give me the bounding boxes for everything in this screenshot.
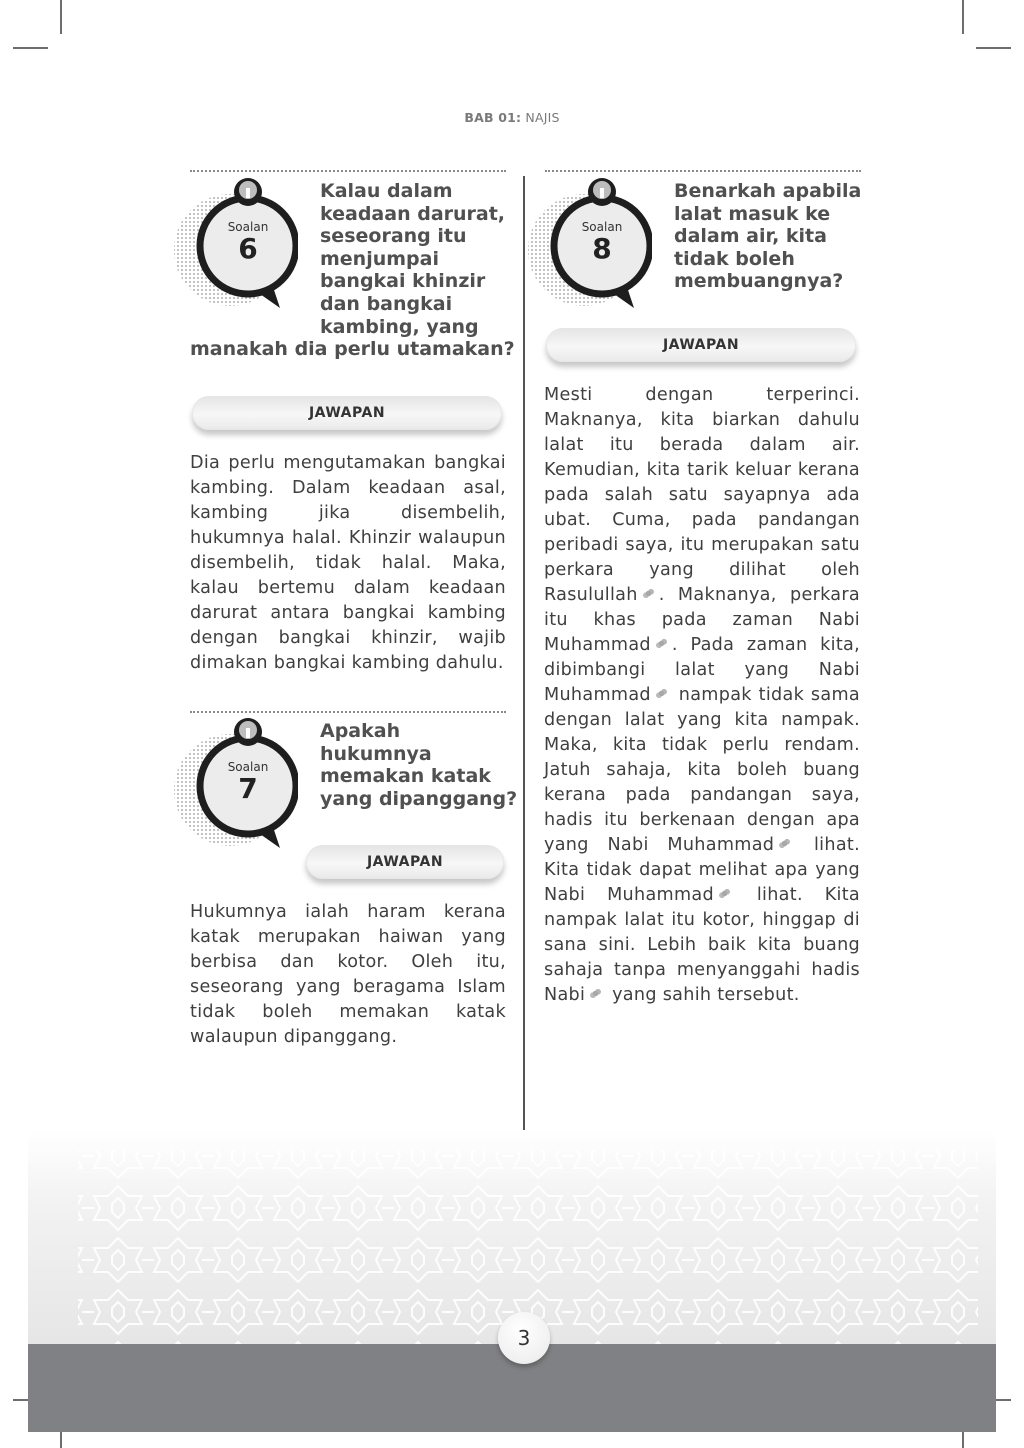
salawat-honorific-icon bbox=[653, 635, 670, 652]
geometric-pattern-icon bbox=[28, 1130, 996, 1344]
answer-header: JAWAPAN bbox=[192, 396, 502, 430]
salawat-honorific-icon bbox=[653, 685, 670, 702]
question-line: menjumpai bbox=[320, 247, 439, 270]
question-text bbox=[320, 180, 520, 338]
crop-mark bbox=[976, 47, 1011, 49]
answer-segment: lihat. Kita nampak lalat itu kotor, hinggap di sana sini. Lebih baik kita buang sahaja tanpa menyanggahi hadis Nabi bbox=[544, 885, 861, 1005]
page-number: 3 bbox=[498, 1312, 550, 1364]
salawat-honorific-icon bbox=[640, 585, 657, 602]
question-label: Soalan bbox=[581, 220, 623, 234]
bulb-filament bbox=[600, 188, 604, 198]
running-header bbox=[0, 110, 1024, 125]
question-line: yang dipanggang? bbox=[320, 787, 518, 810]
question-line: membuangnya? bbox=[674, 270, 844, 293]
answer-header: JAWAPAN bbox=[546, 328, 856, 362]
question-line: memakan katak bbox=[320, 765, 491, 788]
question-label: Soalan bbox=[227, 760, 269, 774]
crop-mark bbox=[60, 0, 62, 34]
chapter-label: BAB 01: bbox=[464, 110, 522, 125]
answer-segment: nampak tidak sama dengan lalat yang kita nampak. Maka, kita tidak perlu rendam. Jatuh sahaja, kita boleh buang kerana pada pandangan saya, hadis itu berkenaan dengan apa yang Nabi Muhammad bbox=[544, 685, 860, 855]
question-number: 7 bbox=[238, 772, 258, 805]
question-line: hukumnya bbox=[320, 742, 432, 765]
question-text-last: manakah dia perlu utamakan? bbox=[190, 338, 515, 360]
crop-mark bbox=[13, 47, 48, 49]
question-line: lalat masuk ke bbox=[674, 202, 831, 225]
chapter-title: NAJIS bbox=[525, 110, 560, 125]
question-text bbox=[674, 180, 874, 293]
salawat-honorific-icon bbox=[587, 985, 604, 1002]
answer-segment: . Pada zaman kita, dibimbangi lalat yang Nabi Muhammad bbox=[544, 635, 860, 705]
answer-segment: . Maknanya, perkara itu khas pada zaman Nabi Muhammad bbox=[544, 585, 860, 655]
section-divider bbox=[190, 711, 506, 713]
section-divider bbox=[545, 170, 861, 172]
question-line: tidak boleh bbox=[674, 247, 795, 270]
answer-text bbox=[544, 383, 860, 1008]
question-line: Benarkah apabila bbox=[674, 180, 862, 202]
answer-text: Hukumnya ialah haram kerana katak merupakan haiwan yang berbisa dan kotor. Oleh itu, seseorang yang beragama Islam tidak boleh memakan katak walaupun dipanggang. bbox=[190, 902, 506, 1047]
question-line: Apakah bbox=[320, 720, 401, 742]
question-line: dan bangkai bbox=[320, 292, 453, 315]
answer-segment: lihat. Kita tidak dapat melihat apa yang Nabi Muhammad bbox=[544, 835, 860, 905]
footer-pattern bbox=[28, 1130, 996, 1344]
question-line: seseorang itu bbox=[320, 225, 467, 248]
question-number: 8 bbox=[592, 232, 612, 265]
bulb-filament bbox=[246, 188, 250, 198]
question-badge bbox=[168, 716, 298, 856]
answer-segment: yang sahih tersebut. bbox=[606, 985, 800, 1005]
answer-segment: Mesti dengan terperinci. Maknanya, kita biarkan dahulu lalat itu berada dalam air. Kemudian, kita tarik keluar kerana pada salah satu sayapnya ada ubat. Cuma, pada pandangan peribadi saya, itu merupakan satu perkara yang dilihat oleh Rasulullah bbox=[544, 385, 860, 605]
question-badge bbox=[522, 176, 652, 316]
question-badge bbox=[168, 176, 298, 316]
question-line: keadaan darurat, bbox=[320, 202, 506, 225]
question-line: dalam air, kita bbox=[674, 225, 827, 248]
question-line: Kalau dalam bbox=[320, 180, 453, 202]
question-line: kambing, yang bbox=[320, 315, 479, 338]
question-number: 6 bbox=[238, 232, 258, 265]
section-divider bbox=[190, 170, 506, 172]
salawat-honorific-icon bbox=[716, 885, 733, 902]
answer-text: Dia perlu mengutamakan bangkai kambing. Dalam keadaan asal, kambing jika disembelih, hukumnya halal. Khinzir walaupun disembelih, tidak halal. Maka, kalau bertemu dalam keadaan darurat antara bangkai kambing dengan bangkai khinzir, wajib dimakan bangkai kambing dahulu. bbox=[190, 453, 506, 673]
question-text bbox=[320, 720, 520, 810]
column-divider bbox=[523, 176, 525, 1161]
crop-mark bbox=[962, 0, 964, 34]
salawat-honorific-icon bbox=[776, 835, 793, 852]
answer-header: JAWAPAN bbox=[306, 845, 504, 879]
question-label: Soalan bbox=[227, 220, 269, 234]
question-line: bangkai khinzir bbox=[320, 270, 486, 293]
bulb-filament bbox=[246, 728, 250, 738]
